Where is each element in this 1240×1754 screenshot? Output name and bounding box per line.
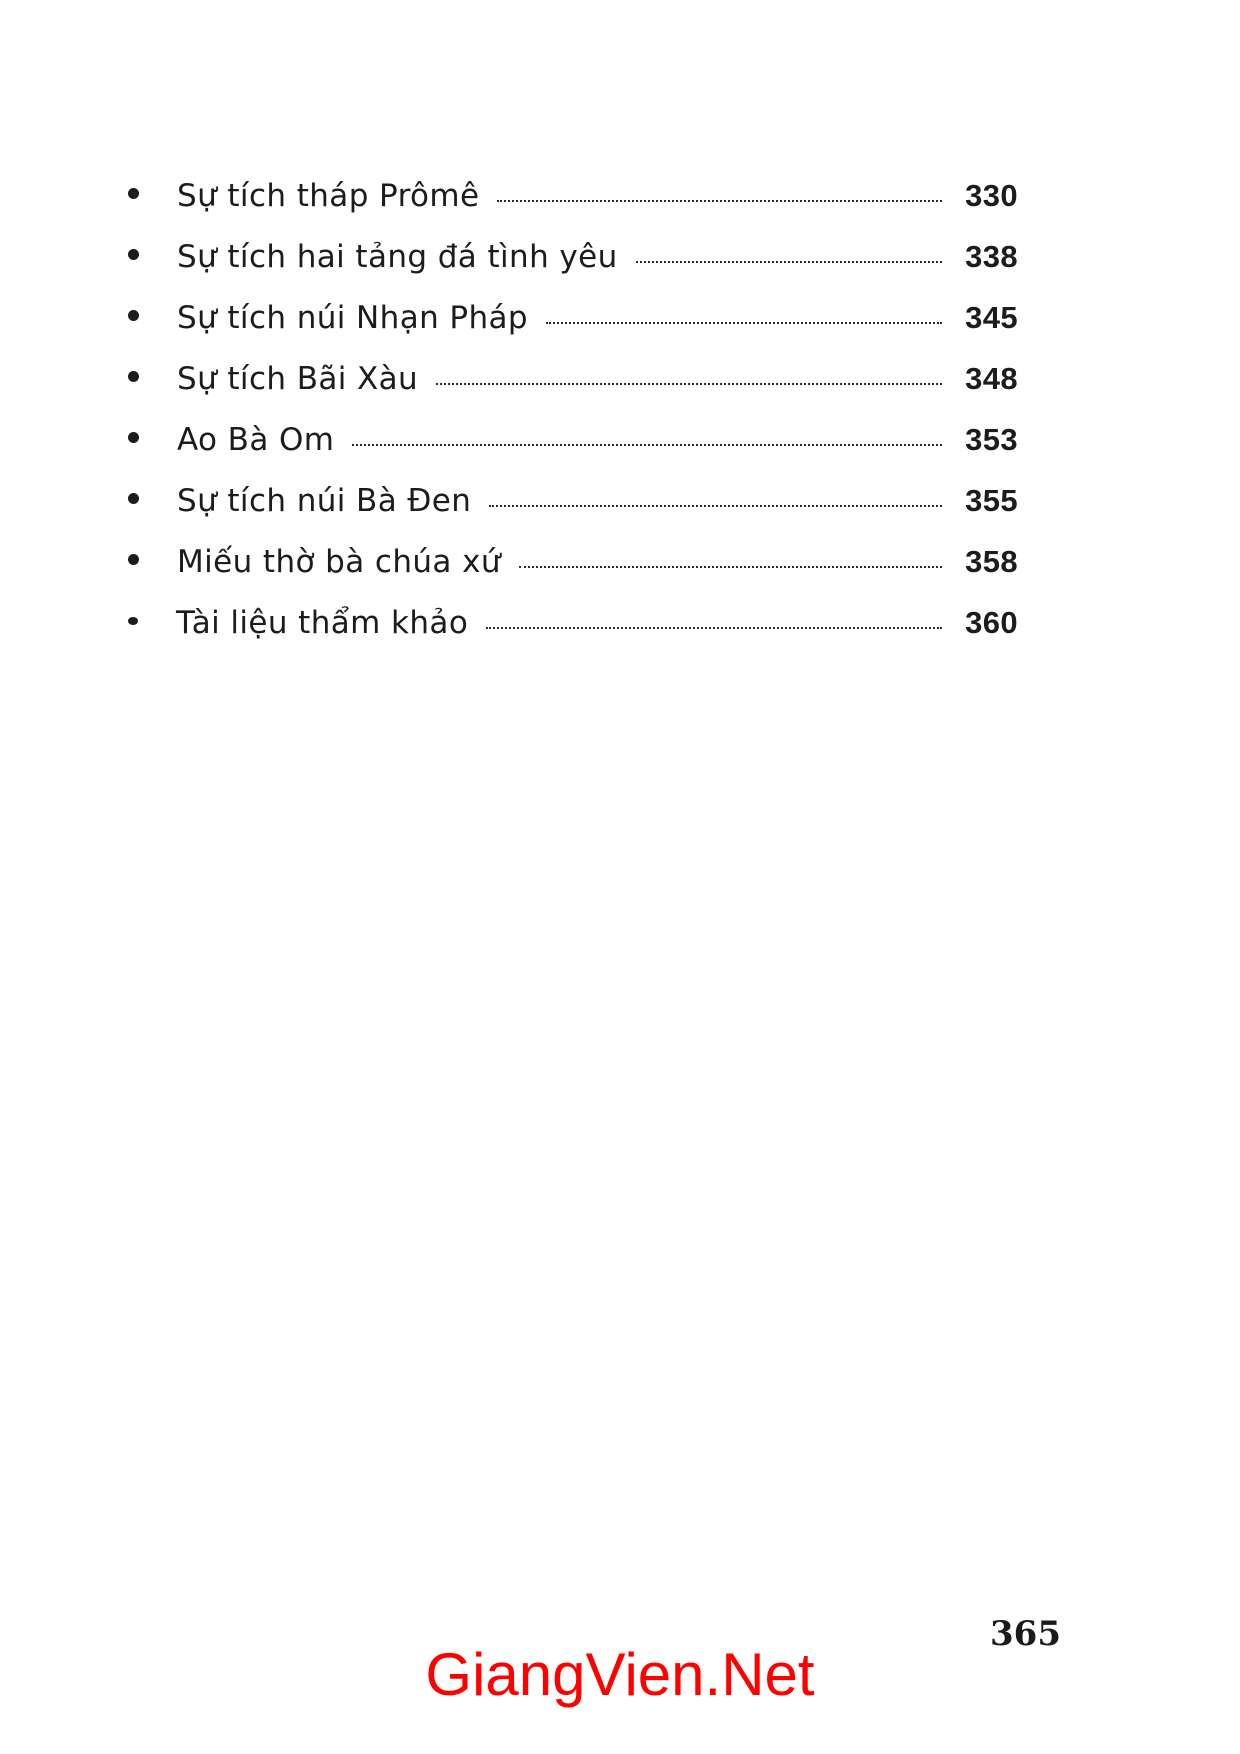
bullet-icon: [128, 617, 138, 625]
dotted-leader: [436, 383, 942, 385]
toc-entry[interactable]: [128, 483, 1018, 544]
toc-entry-page: 348: [965, 361, 1018, 396]
watermark-text: GiangVien.Net: [425, 1641, 815, 1708]
toc-entry-page: 360: [965, 605, 1018, 640]
bullet-icon: [128, 554, 139, 565]
dotted-leader: [489, 505, 942, 507]
dotted-leader: [486, 627, 942, 629]
toc-entry-title: Tài liệu thẩm khảo: [176, 605, 469, 641]
toc-entry[interactable]: [128, 422, 1018, 483]
toc-entry-title: Sự tích núi Bà Đen: [177, 483, 472, 519]
bullet-icon: [128, 493, 139, 504]
toc-entry-page: 345: [965, 300, 1018, 335]
bullet-icon: [128, 249, 139, 260]
dotted-leader: [519, 566, 942, 568]
toc-entry-title: Sự tích Bãi Xàu: [177, 361, 419, 397]
bullet-icon: [128, 188, 139, 199]
toc-entry[interactable]: [128, 178, 1018, 239]
toc-entry[interactable]: [128, 361, 1018, 422]
toc-entry-page: 338: [965, 239, 1018, 274]
toc-entry-page: 353: [965, 422, 1018, 457]
bullet-icon: [128, 371, 139, 382]
toc-entry[interactable]: [128, 544, 1018, 605]
toc-entry-title: Sự tích tháp Prômê: [177, 178, 480, 214]
dotted-leader: [636, 261, 942, 263]
dotted-leader: [546, 322, 942, 324]
toc-entry[interactable]: [128, 239, 1018, 300]
bullet-icon: [128, 432, 139, 443]
page-number: 365: [990, 1614, 1061, 1654]
toc-entry-title: Sự tích núi Nhạn Pháp: [177, 300, 529, 336]
toc-entry-page: 358: [965, 544, 1018, 579]
toc-entry-page: 330: [965, 178, 1018, 213]
toc-entry-title: Ao Bà Om: [177, 422, 335, 458]
dotted-leader: [497, 200, 942, 202]
toc-entry[interactable]: [128, 605, 1018, 666]
toc-entry-page: 355: [965, 483, 1018, 518]
table-of-contents: [128, 178, 1018, 666]
bullet-icon: [128, 310, 139, 321]
toc-entry-title: Miếu thờ bà chúa xứ: [177, 544, 501, 580]
toc-entry-title: Sự tích hai tảng đá tình yêu: [177, 239, 618, 275]
toc-entry[interactable]: [128, 300, 1018, 361]
dotted-leader: [352, 444, 942, 446]
